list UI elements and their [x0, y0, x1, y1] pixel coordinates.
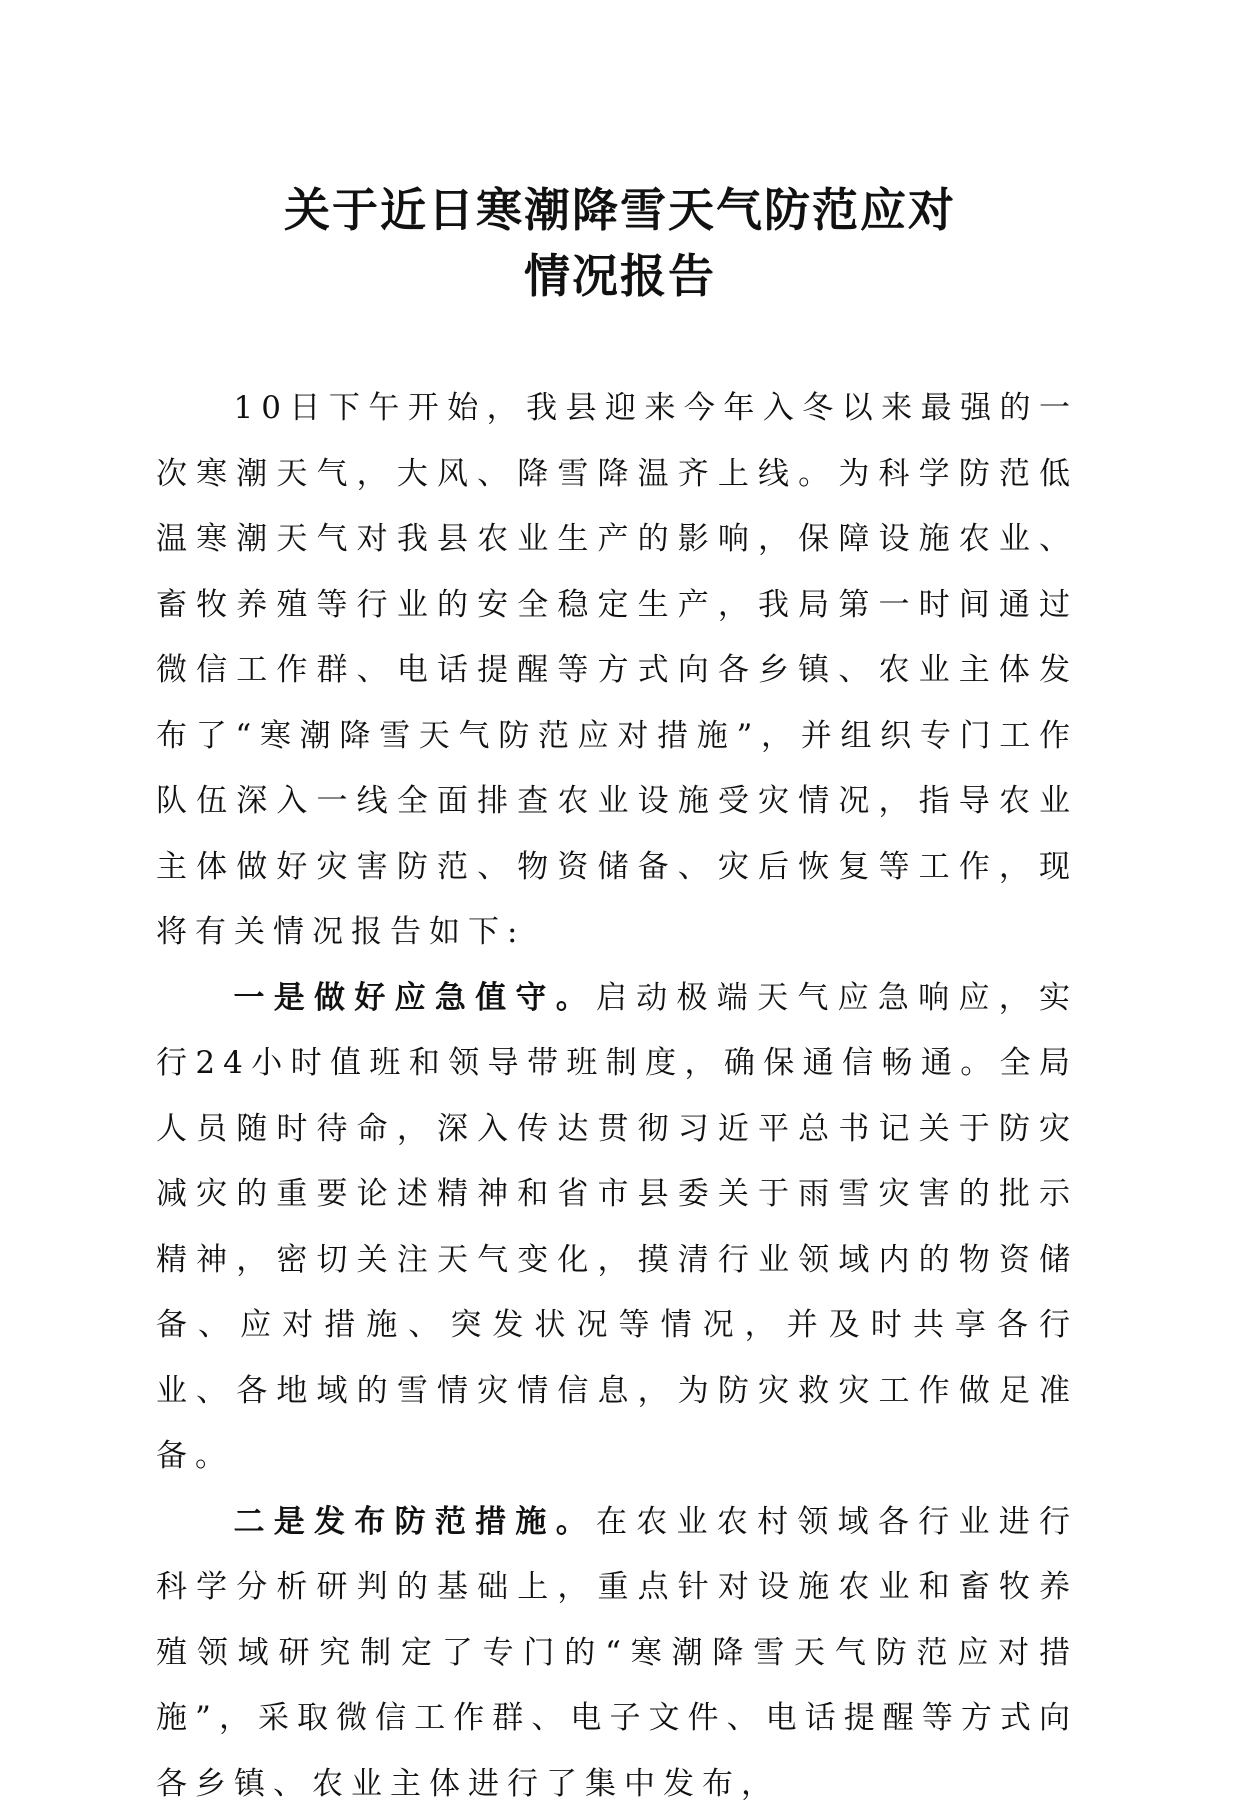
- paragraph-intro-text: 10日下午开始，我县迎来今年入冬以来最强的一次寒潮天气，大风、降雪降温齐上线。为科学防范低温寒潮天气对我县农业生产的影响，保障设施农业、畜牧养殖等行业的安全稳定生产，我局第一时间通过微信工作群、电话提醒等方式向各乡镇、农业主体发布了“寒潮降雪天气防范应对措施”，并组织专门工作队伍深入一线全面排查农业设施受灾情况，指导农业主体做好灾害防范、物资储备、灾后恢复等工作，现将有关情况报告如下:: [156, 390, 1078, 950]
- document-title-line-1: 关于近日寒潮降雪天气防范应对: [150, 180, 1090, 240]
- paragraph-emergency-duty-text: 启动极端天气应急响应，实行24小时值班和领导带班制度，确保通信畅通。全局人员随时待命，深入传达贯彻习近平总书记关于防灾减灾的重要论述精神和省市县委关于雨雪灾害的批示精神，密切关注天气变化，摸清行业领域内的物资储备、应对措施、突发状况等情况，并及时共享各行业、各地域的雪情灾情信息，为防灾救灾工作做足准备。: [156, 980, 1078, 1475]
- paragraph-intro: [156, 376, 1078, 966]
- document-title-line-2: 情况报告: [150, 246, 1090, 306]
- paragraph-prevention-measures-text: 在农业农村领域各行业进行科学分析研判的基础上，重点针对设施农业和畜牧养殖领域研究制定了专门的“寒潮降雪天气防范应对措施”，采取微信工作群、电子文件、电话提醒等方式向各乡镇、农业主体进行了集中发布，: [156, 1504, 1078, 1802]
- paragraph-emergency-duty-lead: 一是做好应急值守。: [234, 980, 596, 1016]
- paragraph-prevention-measures-lead: 二是发布防范措施。: [234, 1504, 596, 1540]
- paragraph-emergency-duty: [156, 966, 1078, 1490]
- paragraph-prevention-measures: [156, 1490, 1078, 1817]
- document-body: [156, 376, 1078, 1817]
